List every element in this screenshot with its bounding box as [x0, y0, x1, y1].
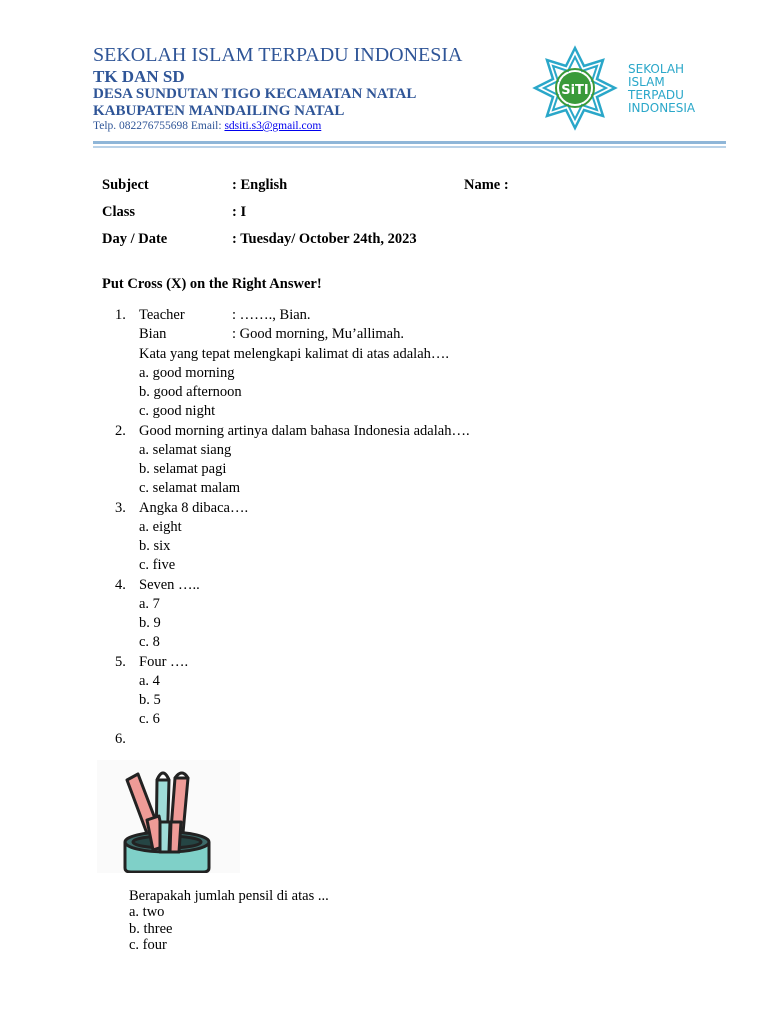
school-name: SEKOLAH ISLAM TERPADU INDONESIA — [93, 44, 463, 66]
subject-label: Subject — [102, 177, 149, 193]
answer-option[interactable]: c. 8 — [139, 634, 160, 650]
question-number: 3. — [115, 500, 126, 516]
answer-option[interactable]: b. 5 — [139, 692, 161, 708]
logo-text-line: TERPADU — [628, 88, 684, 102]
school-address-line1: DESA SUNDUTAN TIGO KECAMATAN NATAL — [93, 86, 417, 102]
question-prompt: Four …. — [139, 654, 189, 670]
answer-option[interactable]: a. eight — [139, 519, 182, 535]
question-prompt: Good morning artinya dalam bahasa Indonesia adalah…. — [139, 423, 470, 439]
answer-option[interactable]: a. 4 — [139, 673, 160, 689]
question-prompt: Seven ….. — [139, 577, 200, 593]
answer-option[interactable]: b. selamat pagi — [139, 461, 227, 477]
question-number: 1. — [115, 307, 126, 323]
logo-text-line: SEKOLAH — [628, 62, 685, 76]
answer-option[interactable]: b. good afternoon — [139, 384, 242, 400]
question-prompt: Kata yang tepat melengkapi kalimat di atas adalah…. — [139, 346, 450, 362]
instruction: Put Cross (X) on the Right Answer! — [102, 276, 322, 292]
answer-option[interactable]: b. 9 — [139, 615, 161, 631]
answer-option[interactable]: c. four — [129, 937, 167, 953]
class-label: Class — [102, 204, 136, 220]
answer-option[interactable]: a. good morning — [139, 365, 235, 381]
phone-label: Telp. 082276755698 Email: — [93, 120, 225, 132]
logo-text-line: ISLAM — [628, 75, 665, 89]
answer-option[interactable]: b. six — [139, 538, 171, 554]
dialogue-line: : Good morning, Mu’allimah. — [232, 326, 404, 342]
header-divider-secondary — [93, 146, 726, 148]
answer-option[interactable]: a. 7 — [139, 596, 160, 612]
logo-text — [628, 63, 695, 115]
question-prompt: Angka 8 dibaca…. — [139, 500, 249, 516]
answer-option[interactable]: a. selamat siang — [139, 442, 232, 458]
date-value: : Tuesday/ October 24th, 2023 — [232, 231, 417, 247]
school-level: TK DAN SD — [93, 67, 185, 86]
header-divider — [93, 141, 726, 144]
email-link[interactable]: sdsiti.s3@gmail.com — [224, 120, 322, 132]
school-address-line2: KABUPATEN MANDAILING NATAL — [93, 103, 345, 119]
answer-option[interactable]: c. 6 — [139, 711, 160, 727]
answer-option[interactable]: c. five — [139, 557, 176, 573]
logo-mark: SiTI — [561, 83, 589, 98]
question-prompt: Berapakah jumlah pensil di atas ... — [129, 888, 329, 904]
dialogue-line: : ……., Bian. — [232, 307, 311, 323]
date-label: Day / Date — [102, 231, 168, 247]
subject-value: : English — [232, 177, 288, 193]
answer-option[interactable]: a. two — [129, 904, 165, 920]
answer-option[interactable]: c. selamat malam — [139, 480, 241, 496]
question-number: 5. — [115, 654, 126, 670]
question-number: 2. — [115, 423, 126, 439]
dialogue-speaker: Bian — [139, 326, 167, 342]
dialogue-speaker: Teacher — [139, 307, 185, 323]
class-value: : I — [232, 204, 247, 220]
pencil-cup-illustration — [97, 760, 240, 873]
name-label: Name : — [464, 177, 509, 193]
school-contact — [93, 120, 321, 132]
logo-text-line: INDONESIA — [628, 101, 696, 115]
answer-option[interactable]: b. three — [129, 921, 173, 937]
question-number: 4. — [115, 577, 126, 593]
question-number: 6. — [115, 731, 126, 747]
answer-option[interactable]: c. good night — [139, 403, 216, 419]
